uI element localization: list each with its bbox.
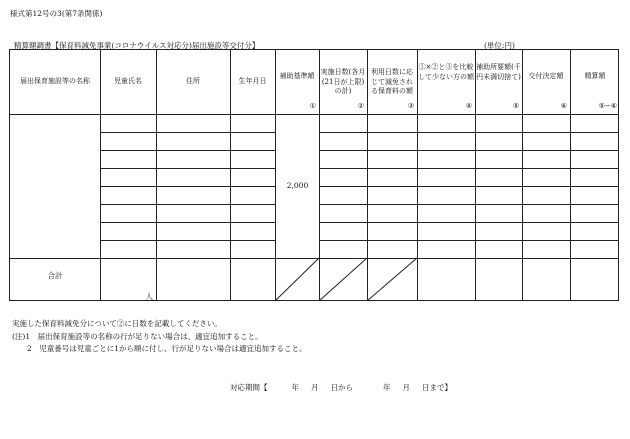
strike-base-amount bbox=[275, 258, 319, 301]
marker-3: ③ bbox=[407, 102, 414, 110]
header-base-amount: 補助基準額 bbox=[279, 72, 315, 80]
period-month-end: 月 bbox=[402, 383, 410, 392]
note-instruction: 実施した保育料減免分について②に日数を記載してください。 bbox=[12, 319, 222, 328]
header-decision-amount: 交付決定額 bbox=[528, 72, 564, 80]
marker-5: ⑤ bbox=[512, 102, 519, 110]
page-title: 精算額調書【保育料減免事業(コロナウイルス対応分)届出施設等交付分】 bbox=[14, 41, 260, 50]
header-fee-amount: 利用日数に応じて減免される保育料の額 bbox=[371, 68, 413, 95]
header-birthdate: 生年月日 bbox=[238, 77, 267, 85]
marker-4: ④ bbox=[465, 102, 472, 110]
header-facility-name: 届出保育施設等の名称 bbox=[20, 77, 90, 85]
marker-1: ① bbox=[309, 102, 316, 110]
marker-2: ② bbox=[357, 102, 364, 110]
header-required-amount: 補助所要額(千円未満切捨て) bbox=[476, 63, 521, 81]
period-month-start: 月 bbox=[311, 383, 319, 392]
period-day-from: 日から bbox=[330, 383, 353, 392]
marker-6: ⑥ bbox=[560, 102, 567, 110]
period-label: 対応期間【 bbox=[230, 383, 268, 392]
header-child-name: 児童氏名 bbox=[114, 77, 142, 85]
base-amount-value: 2,000 bbox=[286, 181, 309, 190]
period-year-start: 年 bbox=[291, 383, 299, 392]
note-2: 2 児童番号は児童ごとに1から順に付し、行が足りない場合は適宜追加すること。 bbox=[12, 344, 307, 353]
strike-fee-amount bbox=[367, 258, 417, 301]
period-year-end: 年 bbox=[383, 383, 391, 392]
period-day-to: 日まで】 bbox=[422, 383, 452, 392]
header-lesser-amount: ①×②と③を比較して少ない方の額 bbox=[418, 63, 474, 81]
marker-5-minus-6: ⑤−⑥ bbox=[598, 102, 617, 110]
form-number: 様式第12号の3(第7条関係) bbox=[10, 9, 103, 18]
total-person-unit: 人 bbox=[145, 292, 153, 301]
total-label: 合計 bbox=[47, 271, 63, 280]
header-days: 実施日数(各月(21日が上限)の計) bbox=[320, 68, 366, 95]
strike-days bbox=[319, 258, 367, 301]
header-address: 住所 bbox=[186, 77, 200, 85]
notes bbox=[12, 318, 307, 356]
note-1: (注)1 届出保育施設等の名称の行が足りない場合は、適宜追加すること。 bbox=[12, 331, 263, 341]
settlement-table bbox=[9, 49, 619, 301]
total-row-strikes bbox=[10, 50, 620, 302]
header-settlement-amount: 精算額 bbox=[584, 72, 606, 80]
unit-label: (単位:円) bbox=[484, 41, 515, 50]
period-line bbox=[230, 382, 452, 393]
